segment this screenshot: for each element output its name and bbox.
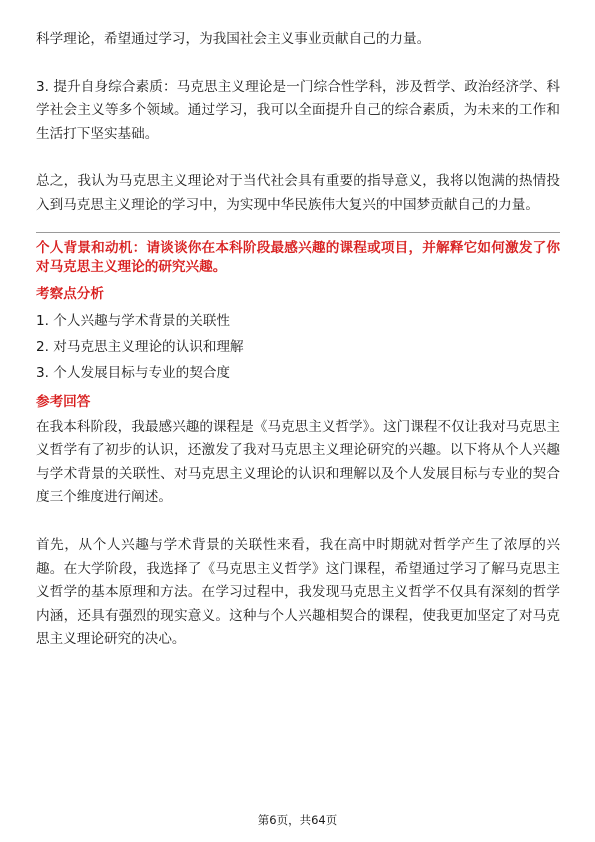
answer-paragraph: 在我本科阶段，我最感兴趣的课程是《马克思主义哲学》。这门课程不仅让我对马克思主义哲学有了初步的认识，还激发了我对马克思主义理论研究的兴趣。以下将从个人兴趣与学术背景的关联性、对马克思主义理论的认识和理解以及个人发展目标与专业的契合度三个维度进行阐述。 bbox=[36, 418, 560, 506]
analysis-item: 1. 个人兴趣与学术背景的关联性 bbox=[36, 312, 231, 329]
analysis-heading: 考察点分析 bbox=[36, 285, 104, 302]
page-number-footer: 第6页，共64页 bbox=[257, 813, 338, 827]
section-divider bbox=[36, 232, 560, 233]
spacer bbox=[36, 510, 560, 534]
answer-heading: 参考回答 bbox=[36, 393, 91, 410]
point-3-paragraph: 3. 提升自身综合素质：马克思主义理论是一门综合性学科，涉及哲学、政治经济学、科学社会主义等多个领域。通过学习，我可以全面提升自己的综合素质，为未来的工作和生活打下坚实基础。 bbox=[36, 78, 560, 142]
answer-paragraph: 首先，从个人兴趣与学术背景的关联性来看，我在高中时期就对哲学产生了浓厚的兴趣。在大学阶段，我选择了《马克思主义哲学》这门课程，希望通过学习了解马克思主义哲学的基本原理和方法。在学习过程中，我发现马克思主义哲学不仅具有深刻的哲学内涵，还具有强烈的现实意义。这种与个人兴趣相契合的课程，使我更加坚定了对马克思主义理论研究的决心。 bbox=[36, 536, 560, 648]
spacer bbox=[36, 146, 560, 170]
analysis-item: 2. 对马克思主义理论的认识和理解 bbox=[36, 338, 244, 355]
conclusion-paragraph: 总之，我认为马克思主义理论对于当代社会具有重要的指导意义，我将以饱满的热情投入到马克思主义理论的学习中，为实现中华民族伟大复兴的中国梦贡献自己的力量。 bbox=[36, 173, 560, 213]
analysis-item: 3. 个人发展目标与专业的契合度 bbox=[36, 364, 231, 381]
analysis-list bbox=[36, 308, 560, 386]
interview-question: 个人背景和动机：请谈谈你在本科阶段最感兴趣的课程或项目，并解释它如何激发了你对马克思主义理论的研究兴趣。 bbox=[36, 239, 560, 276]
spacer bbox=[36, 52, 560, 76]
intro-line: 科学理论，希望通过学习，为我国社会主义事业贡献自己的力量。 bbox=[36, 31, 431, 47]
page-content bbox=[36, 28, 560, 652]
